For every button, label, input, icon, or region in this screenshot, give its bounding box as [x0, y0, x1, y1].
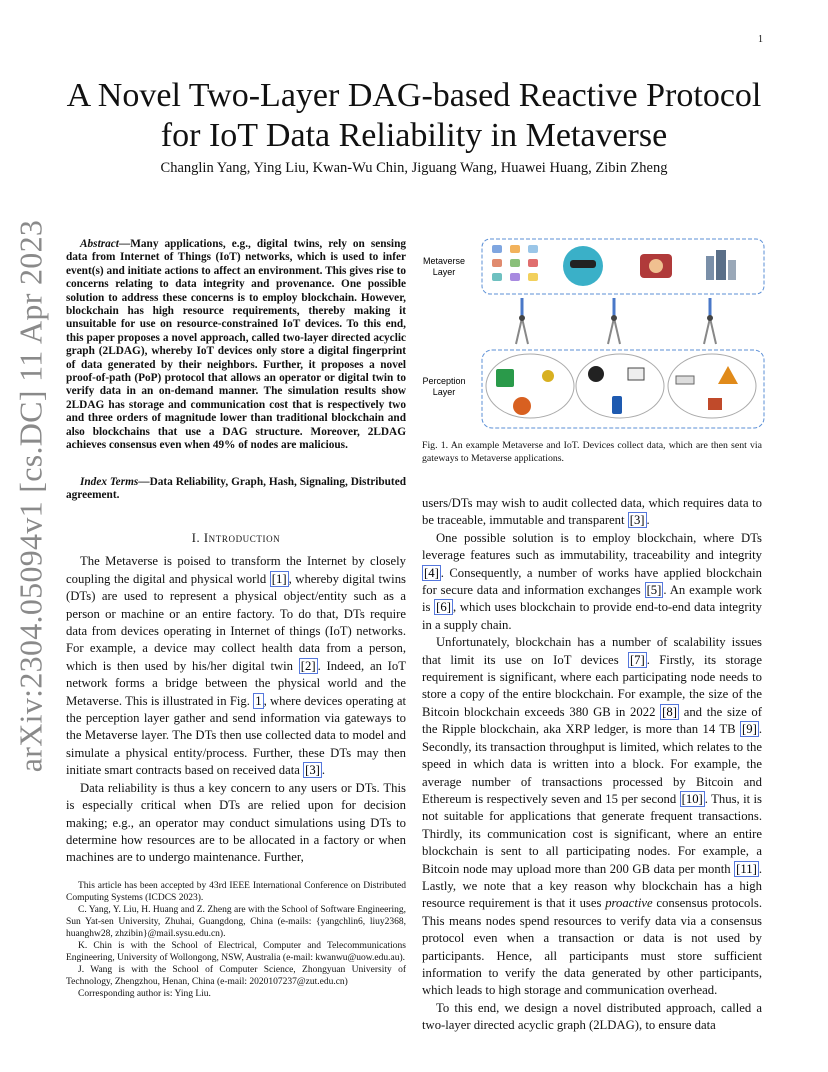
metaverse-layer-label-line2: Layer	[432, 267, 456, 277]
metaverse-layer-label-line1: Metaverse	[422, 256, 466, 266]
paragraph-scalability: Unfortunately, blockchain has a number of scalability issues that limit its use on IoT devices [7] . Firstly, its storage requirement is significant, where each participating node needs to store a copy of the entire blockchain. For example, the size of the Bitcoin blockchain exceeds 380 GB in 2022 [8] and the size of the Ripple blockchain, aka XRP ledger, is more than 14 TB [9] . Secondly, its transaction throughput is limited, which relates to the speed in which data is written into a block. For example, the average number of transactions processed by Bitcoin and Ethereum is respectively seven and 15 per second [10] . Thus, it is not suitable for applications that generate frequent transactions. Thirdly, its communication cost is significant, where an entire blockchain is sent to all participating nodes. For example, a Bitcoin node may upload more than 200 GB data per month [11] . Lastly, we note that a key reason why blockchain has a high resource requirement is that it uses proactive consensus protocols. This means nodes spend resources to verify data via a consensus protocol even when a transaction or data is not used by participants. Hence, all participants must store sufficient information to verify the data generated by other participants, which leads to high storage and communication overhead.	[422, 635, 762, 998]
gateway-tower-icon	[608, 315, 620, 344]
index-terms-text: —Data Reliability, Graph, Hash, Signaling, Distributed agreement.	[66, 476, 406, 502]
emphasis: proactive	[605, 896, 653, 911]
footnote: This article has been accepted by 43rd IEEE International Conference on Distributed Computing Systems (ICDCS 2023).	[66, 881, 406, 903]
footnote: Corresponding author is: Ying Liu.	[78, 989, 211, 999]
footnotes	[66, 880, 406, 1000]
footnote: J. Wang is with the School of Computer Science, Zhongyuan University of Technology, Zhengzhou, Henan, China (e-mail: 2020107237@zut.edu.cn)	[66, 965, 406, 987]
figure-link[interactable]: 1	[255, 693, 262, 708]
paragraph-approach: To this end, we design a novel distributed approach, called a two-layer directed acyclic graph (2LDAG), to ensure data	[422, 1000, 762, 1033]
app-icons-grid	[492, 245, 538, 281]
paper-authors: Changlin Yang, Ying Liu, Kwan-Wu Chin, Jiguang Wang, Huawei Huang, Zibin Zheng	[160, 160, 668, 176]
citation-link[interactable]: [2]	[300, 658, 316, 673]
alert-icon	[718, 366, 738, 384]
gateway-tower-icon	[704, 315, 716, 344]
citation-link[interactable]: [5]	[646, 583, 662, 598]
figure-1	[418, 236, 768, 431]
citation-link[interactable]: [4]	[424, 565, 439, 580]
figure-1-caption: Fig. 1. An example Metaverse and IoT. Devices collect data, which are then sent via gateways to Metaverse applications.	[422, 440, 762, 464]
vehicle-icon	[628, 368, 644, 380]
helmet-icon	[588, 366, 604, 382]
citation-link[interactable]: [3]	[305, 763, 320, 778]
gateway-tower-icon	[516, 315, 528, 344]
abstract-label: Abstract	[80, 238, 119, 250]
router-icon	[676, 376, 694, 384]
gauge-icon	[513, 397, 531, 415]
continued-paragraph: users/DTs may wish to audit collected data, which requires data to be traceable, immutable and transparent [3] .	[422, 496, 762, 528]
metaverse-layer-label	[423, 256, 465, 277]
citation-link[interactable]: [8]	[662, 704, 677, 719]
footnote: C. Yang, Y. Liu, H. Huang and Z. Zheng are with the School of Software Engineering, Sun Yat-sen University, Zhuhai, Guangdong, China (e-mails: {yangchlin6, liuy2368, huanghw28, zhzibin}@mail.sysu.edu.cn).	[66, 905, 406, 939]
citation-link[interactable]: [11]	[736, 861, 757, 876]
smart-home-icon	[708, 398, 722, 410]
citation-link[interactable]: [9]	[742, 722, 757, 737]
abstract	[66, 238, 406, 453]
citation-link[interactable]: [7]	[629, 652, 645, 667]
sensor-icon	[496, 369, 514, 387]
footnote: K. Chin is with the School of Electrical, Computer and Telecommunications Engineering, University of Wollongong, NSW, Australia (e-mail: kwanwu@uow.edu.au).	[66, 941, 406, 963]
citation-link[interactable]: [3]	[629, 513, 645, 528]
perception-layer-label-line2: Layer	[432, 387, 456, 397]
left-column	[66, 530, 406, 867]
paragraph-blockchain: One possible solution is to employ blockchain, where DTs leverage features such as immutability, traceability and integrity [4] . Consequently, a number of works have applied blockchain for secure data and information exchanges [5] . An example work is [6] , which uses blockchain to provide end-to-end data integrity in a supply chain.	[422, 530, 762, 632]
abstract-text: —Many applications, e.g., digital twins, rely on sensing data from Internet of Things (IoT) networks, which is used to infer event(s) and initiate actions to affect an environment. This gives rise to concerns relating to data integrity and provenance. One possible solution to address these concerns is to employ blockchain. However, blockchain has high resource requirements, thereby making it unsuitable for use on resource-constrained IoT devices. To this end, this paper proposes a novel approach, called two-layer directed acyclic graph (2LDAG), whereby IoT devices only store a digital fingerprint of data generated by their neighbors. Further, it proposes a novel proof-of-path (PoP) protocol that allows an operator or digital twin to verify data in an on-demand manner. The simulation results show 2LDAG has storage and communication cost that is respectively two and three orders of magnitude lower than traditional blockchain and also blockchains that use a DAG structure. Moreover, 2LDAG achieves consensus even when 49% of nodes are malicious.	[66, 238, 406, 452]
city-icon	[706, 250, 736, 280]
citation-link[interactable]: [10]	[681, 791, 703, 806]
phone-icon	[612, 396, 622, 414]
index-terms-label: Index Terms	[80, 476, 139, 488]
citation-link[interactable]: [6]	[436, 600, 451, 615]
section-heading: I. Introduction	[191, 531, 281, 545]
citation-link[interactable]: [1]	[271, 571, 287, 586]
gateway-links	[522, 298, 710, 316]
arxiv-id: arXiv:2304.05094v1 [cs.DC] 11 Apr 2023	[12, 219, 49, 773]
handshake-icon	[640, 254, 672, 278]
intro-paragraph-1: The Metaverse is poised to transform the Internet by closely coupling the digital and physical world [1] , whereby digital twins (DTs) are used to represent a physical object/entity such as a person or machine or an entire factory. To do that, DTs require data from devices operating in Internet of things (IoT) networks. For example, a device may collect health data from a person, which is then used by his/her digital twin [2] . Indeed, an IoT network forms a bridge between the physical world and the Metaverse. This is illustrated in Fig. 1 , where devices operating at the perception layer gather and send information via gateways to the Metaverse layer. The DTs then use collected data to model and simulate a physical entity/process. Further, these DTs may then initiate smart contracts based on received data [3] .	[66, 554, 406, 778]
perception-layer-box	[482, 350, 764, 428]
drone-icon	[542, 370, 554, 382]
right-column	[422, 495, 762, 1035]
index-terms	[66, 476, 406, 503]
page-number: 1	[758, 34, 763, 45]
arxiv-watermark	[9, 219, 53, 773]
intro-paragraph-2: Data reliability is thus a key concern to any users or DTs. This is especially critical when DTs are relied upon for decision making; e.g., an operator may conduct simulations using DTs to determine how resources are to be allocated in a factory or when machines are to undergo maintenance. Further,	[66, 780, 406, 865]
perception-layer-label	[422, 376, 465, 397]
perception-layer-label-line1: Perception	[422, 376, 466, 386]
paper-title: A Novel Two-Layer DAG-based Reactive Protocol for IoT Data Reliability in Metaverse	[66, 77, 762, 154]
